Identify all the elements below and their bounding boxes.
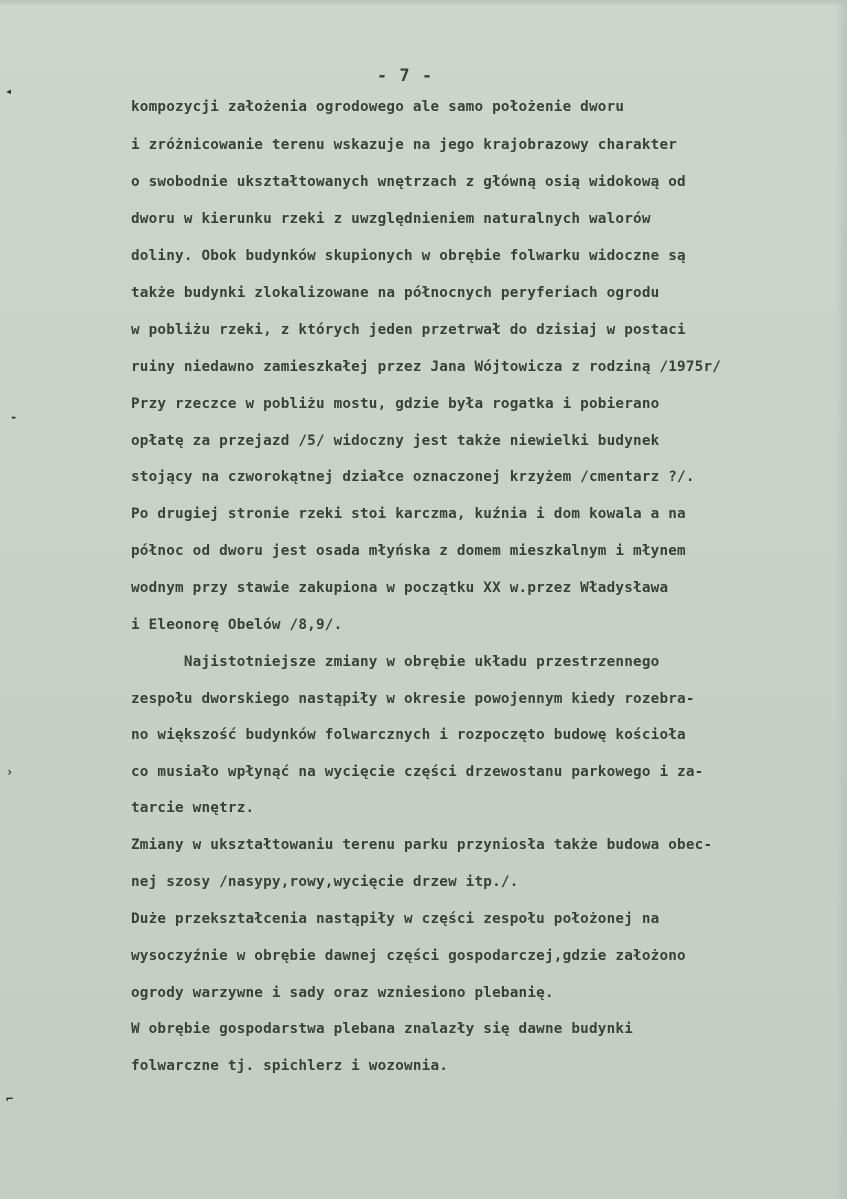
- text-line: ogrody warzywne i sady oraz wzniesiono plebanię.: [131, 985, 554, 1001]
- text-line: dworu w kierunku rzeki z uwzględnieniem naturalnych walorów: [131, 211, 651, 227]
- text-line: stojący na czworokątnej działce oznaczonej krzyżem /cmentarz ?/.: [131, 469, 695, 485]
- page-top-edge: [0, 0, 847, 6]
- text-line: Po drugiej stronie rzeki stoi karczma, kuźnia i dom kowala a na: [131, 506, 686, 522]
- margin-mark-top: ◂: [5, 84, 13, 98]
- text-line: także budynki zlokalizowane na północnych peryferiach ogrodu: [131, 285, 660, 301]
- text-line: w pobliżu rzeki, z których jeden przetrwał do dzisiaj w postaci: [131, 322, 686, 338]
- text-line: wysoczyźnie w obrębie dawnej części gospodarczej,gdzie założono: [131, 948, 686, 964]
- text-line: folwarczne tj. spichlerz i wozownia.: [131, 1058, 449, 1074]
- page-right-edge: [835, 0, 847, 1199]
- text-line: i Eleonorę Obelów /8,9/.: [131, 617, 343, 633]
- text-line: Duże przekształcenia nastąpiły w części zespołu położonej na: [131, 911, 660, 927]
- text-line: W obrębie gospodarstwa plebana znalazły się dawne budynki: [131, 1021, 634, 1037]
- text-line: tarcie wnętrz.: [131, 800, 255, 816]
- text-line: północ od dworu jest osada młyńska z domem mieszkalnym i młynem: [131, 543, 686, 559]
- text-line: co musiało wpłynąć na wycięcie części drzewostanu parkowego i za-: [131, 764, 704, 780]
- text-line: kompozycji założenia ogrodowego ale samo położenie dworu: [131, 99, 625, 115]
- text-line: zespołu dworskiego nastąpiły w okresie powojennym kiedy rozebra-: [131, 691, 695, 707]
- text-line: opłatę za przejazd /5/ widoczny jest także niewielki budynek: [131, 433, 660, 449]
- text-line: nej szosy /nasypy,rowy,wycięcie drzew itp./.: [131, 874, 519, 890]
- margin-mark-bottom: ⌐: [6, 1092, 14, 1106]
- page-number: - 7 -: [376, 66, 434, 86]
- text-line: doliny. Obok budynków skupionych w obrębie folwarku widoczne są: [131, 248, 686, 264]
- text-line: Najistotniejsze zmiany w obrębie układu przestrzennego: [131, 654, 660, 670]
- margin-mark-lower: ›: [6, 765, 14, 779]
- text-line: wodnym przy stawie zakupiona w początku XX w.przez Władysława: [131, 580, 669, 596]
- text-line: Zmiany w ukształtowaniu terenu parku przyniosła także budowa obec-: [131, 837, 713, 853]
- margin-mark-middle: -: [10, 410, 18, 424]
- text-line: no większość budynków folwarcznych i rozpoczęto budowę kościoła: [131, 727, 686, 743]
- text-line: Przy rzeczce w pobliżu mostu, gdzie była rogatka i pobierano: [131, 396, 660, 412]
- text-line: ruiny niedawno zamieszkałej przez Jana Wójtowicza z rodziną /1975r/: [131, 359, 722, 375]
- text-line: i zróżnicowanie terenu wskazuje na jego krajobrazowy charakter: [131, 137, 678, 153]
- text-line: o swobodnie ukształtowanych wnętrzach z główną osią widokową od: [131, 174, 686, 190]
